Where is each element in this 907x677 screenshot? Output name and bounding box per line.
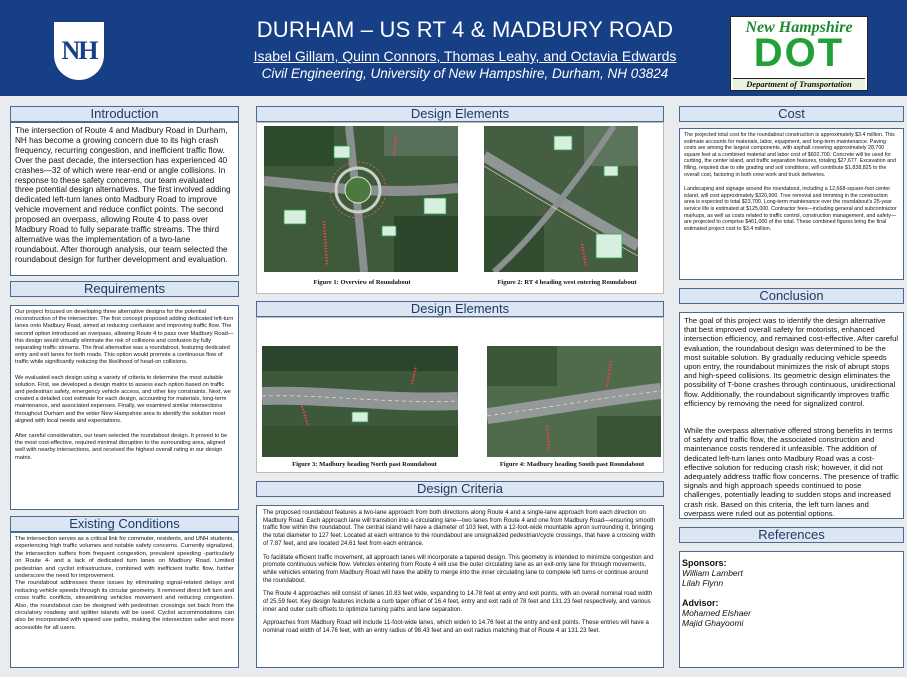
requirements-paragraph: We evaluated each design using a variety of criteria to determine the most suitable solution. First, we developed a design matrix to assess each option based on traffic and pedestrian safety, emergency vehicle access, and other key constraints. Next, we created a detailed cost estimate for each design, accounting for materials, long-term maintenance, and associated expenses. Finally, we examined similar intersections throughout Durham and the wider New Hampshire area to identify the solution most aligned with local needs and expectations. [15, 374, 231, 424]
references-box [679, 551, 904, 668]
requirements-paragraph: Our project focused on developing three alternative designs for the potential reconstruction of the intersection. The first concept proposed adding dedicated left-turn lanes onto Madbury Road, aimed at reducing confusion and improving traffic flow. The second option introduced an overpass, allowing Route 4 to pass over Madbury Road—this design would virtually eliminate the risk of collisions and confusion by fully separating traffic streams. The final alternative was a roundabout, featuring dedicated entry and exit lanes for both roads. This option would promote a continuous flow of traffic while significantly reducing the likelihood of head-on collisions. [15, 309, 234, 366]
requirements-paragraph: After careful consideration, our team selected the roundabout design. It proved to be the most cost-effective, required minimal disruption to the surrounding area, aligned well with nearby intersections, and received the highest overall rating in our design matrix. [15, 433, 228, 461]
figure-2-caption: Figure 2: RT 4 heading west entering Roundabout [497, 279, 637, 286]
sponsors-label: Sponsors: [682, 558, 727, 568]
existing-conditions-heading: Existing Conditions [10, 516, 239, 532]
introduction-heading: Introduction [10, 106, 239, 122]
design-criteria-paragraph: The proposed roundabout features a two-lane approach from both directions along Route 4 and a single-lane approach from each direction on Madbury Road. Each approach lane will transition into a circulating lane—two lanes from Route 4 and one from Madbury Road—ensuring smooth traffic flow within the roundabout. The central island will have a diameter of 103 feet, with a 12-foot-wide mountable apron surrounding it, bringing the total diameter to 127 feet. Located at each entrance to the roundabout are unsignalized pedestrian/cycle crossings, that have a crossing width of 7.87 feet, and are located 24.61 feet from each entrance. [263, 509, 656, 547]
conclusion-heading: Conclusion [679, 288, 904, 304]
introduction-text: The intersection of Route 4 and Madbury Road in Durham, NH has become a growing concern due to its high crash frequency, recurring congestion, and inefficient traffic flow. Over the past decade, the intersection has experienced 40 crashes—32 of which were rear-end or angle collisions. In response to these safety concerns, our team evaluated three potential design alternatives. The first involved adding dedicated left-turn lanes onto Madbury Road to improve vehicle movement and reduce conflict points. The second proposed an overpass, allowing Route 4 to pass over Madbury Road to fully separate traffic streams. The third alternative was the implementation of a two-lane roundabout. After thorough analysis, our team selected the roundabout design for further development and evaluation. [15, 126, 231, 264]
cost-heading: Cost [679, 106, 904, 122]
dot-logo-wordmark: DOT [753, 31, 845, 75]
introduction-box [10, 122, 239, 276]
requirements-heading: Requirements [10, 281, 239, 297]
poster-header [0, 0, 907, 96]
figure-4-madbury-south [487, 346, 661, 457]
design-criteria-heading: Design Criteria [256, 481, 664, 497]
figure-1-caption: Figure 1: Overview of Roundabout [313, 279, 411, 286]
aerial-photo-2 [484, 126, 638, 272]
conclusion-box [679, 312, 904, 519]
conclusion-text [680, 313, 903, 519]
dot-logo-department: Department of Transportation [733, 78, 865, 90]
poster-title: DURHAM – US RT 4 & MADBURY ROAD [256, 17, 674, 42]
design-criteria-paragraph: The Route 4 approaches will consist of lanes 10.83 feet wide, expanding to 14.78 feet at entry and exit points, with an overall nominal road width of 25.59 feet. Key design features include a curb taper offset of 16.4 feet, entry and exit radii of 78 feet and 131.23 feet respectively, and various inner and outer curb offsets to optimize turning paths and lane separation. [263, 590, 653, 613]
figure-2-rt4-westbound [484, 126, 638, 272]
unh-logo-text: NH [61, 36, 97, 65]
poster-authors: Isabel Gillam, Quinn Connors, Thomas Leahy, and Octavia Edwards [253, 48, 677, 64]
aerial-photo-3 [262, 346, 458, 457]
references-heading: References [679, 527, 904, 543]
unh-shield-logo [54, 22, 104, 80]
poster-affiliation: Civil Engineering, University of New Hampshire, Durham, NH 03824 [261, 66, 669, 81]
cost-text [680, 129, 903, 243]
design-elements-heading: Design Elements [256, 106, 664, 122]
existing-conditions-paragraph: The roundabout addresses these issues by eliminating signal-related delays and reducing vehicle speeds through its circular geometry. It removed direct left turn and cross traffic conflicts, streamlining vehicles movement and reducing congestion. Also, the roundabout can be designed with pedestrian crossings set back from the circulatory roadway and splitter islands will be used. Cyclist accommodations can also be incorporated with spared use paths, making the intersection safer and more accessible for all users. [15, 580, 234, 631]
advisor-name: Mohamed Elshaer [682, 608, 751, 618]
aerial-photo-1 [264, 126, 458, 272]
figure-3-madbury-north [262, 346, 458, 457]
sponsor-name: Lilah Flynn [682, 578, 724, 588]
advisor-name: Majid Ghayoomi [682, 618, 744, 628]
dot-logo-state: New Hampshire [745, 19, 853, 36]
design-criteria-paragraph: To facilitate efficient traffic movement, all approach lanes will incorporate a tapered design. This geometry is intended to minimize congestion and promote continuous vehicle flow. Vehicles entering from Route 4 will use the outer circulating lane as an exit-only lane for through movements, while vehicles entering from Madbury Road will have the ability to merge into the inner circulating lane to complete left turns or continue around the roundabout. [263, 553, 654, 584]
nh-dot-logo [730, 16, 868, 91]
design-elements-heading-2: Design Elements [256, 301, 664, 317]
requirements-box [10, 305, 239, 510]
design-elements-figures-2 [256, 317, 664, 473]
cost-paragraph: The projected total cost for the roundabout construction is approximately $3.4 million. This estimate accounts for materials, labor, equipment, and long-term maintenance. Paving costs are among the largest components, with asphalt covering approximately 28,700 square feet at a combined material and labor cost of $602,700. Concrete will be used for curbing, the center island, and traffic separation features, totaling $27,677. Excavation and filling, required due to site grading and soil conditions, will contribute $1,838,825 to the overall cost, factoring in both crew work and truck deliveries. [684, 132, 896, 178]
design-criteria-text [257, 506, 663, 644]
advisor-label: Advisor: [682, 598, 719, 608]
figure-3-caption: Figure 3: Madbury heading North past Roundabout [292, 461, 437, 468]
existing-conditions-box [10, 532, 239, 668]
conclusion-paragraph: The goal of this project was to identify the design alternative that best improved overall safety for motorists, enhanced intersection efficiency, and remained cost-effective. After careful evaluation, the roundabout design was determined to be the most suitable solution. By gradually reducing vehicle speeds upon entry, the roundabout minimizes the risk of abrupt stops and high-speed collisions. Its geometric design eliminates the possibility of T-bone crashes through continuous, unidirectional flow. Additionally, the roundabout significantly improves traffic efficiency by removing the need for signalized control. [684, 316, 898, 408]
design-criteria-paragraph: Approaches from Madbury Road will include 11-foot-wide lanes, which widen to 14.76 feet at the entry and exit points. These entries will have a nominal road width of 14.76 feet, with an entry radius of 98.43 feet and an exit radius matching that of Route 4 at 131.23 feet. [263, 619, 649, 635]
design-criteria-box [256, 505, 664, 668]
figure-4-caption: Figure 4: Madbury heading South past Roundabout [499, 461, 645, 468]
existing-conditions-paragraph: The intersection serves as a critical link for commuter, residents, and UNH students, experiencing high traffic volumes and notable safety concerns. Currently signalized, the intersection suffers from frequent congestion, prevalent speeding -particularly on Route 4- and a lack of dedicated turn lanes on Madbury Road. Limited pedestrian and cyclist infrastructure, combined with inefficient traffic flow, further underscore the need for improvement. [15, 536, 234, 580]
cost-box [679, 128, 904, 280]
requirements-text [11, 306, 238, 473]
figure-1-roundabout-overview [264, 126, 458, 272]
design-elements-figures [256, 122, 664, 294]
sponsor-name: William Lambert [682, 568, 743, 578]
existing-conditions-text [11, 533, 238, 643]
aerial-photo-4 [487, 346, 661, 457]
cost-paragraph: Landscaping and signage around the roundabout, including a 12,668-square-foot center island, will cost approximately $320,900. Tree removal and trimming in the construction area is expected to total $23,700. Long-term maintenance over the roundabout's 25-year service life is estimated at $125,000. Contractor fees—including general and subcontractor markups, as well as costs related to traffic control, construction management, and safety—are projected to comprise $461,000 of the total. These combined figures bring the final estimated project cost to $3.4 million. [684, 186, 897, 232]
conclusion-paragraph: While the overpass alternative offered strong benefits in terms of safety and traffic flow, the associated construction and maintenance costs rendered it unfeasible. The addition of dedicated left-turn lanes onto Madbury Road was a cost-effective solution for reducing crash risk; however, it did not adequately address traffic flow concerns. The presence of traffic signals and high approach speeds continued to pose challenges, potentially leading to sudden stops and increased crash risk. Based on this criteria, the left turn lanes and overpass were ruled out as potential options. [684, 426, 899, 518]
